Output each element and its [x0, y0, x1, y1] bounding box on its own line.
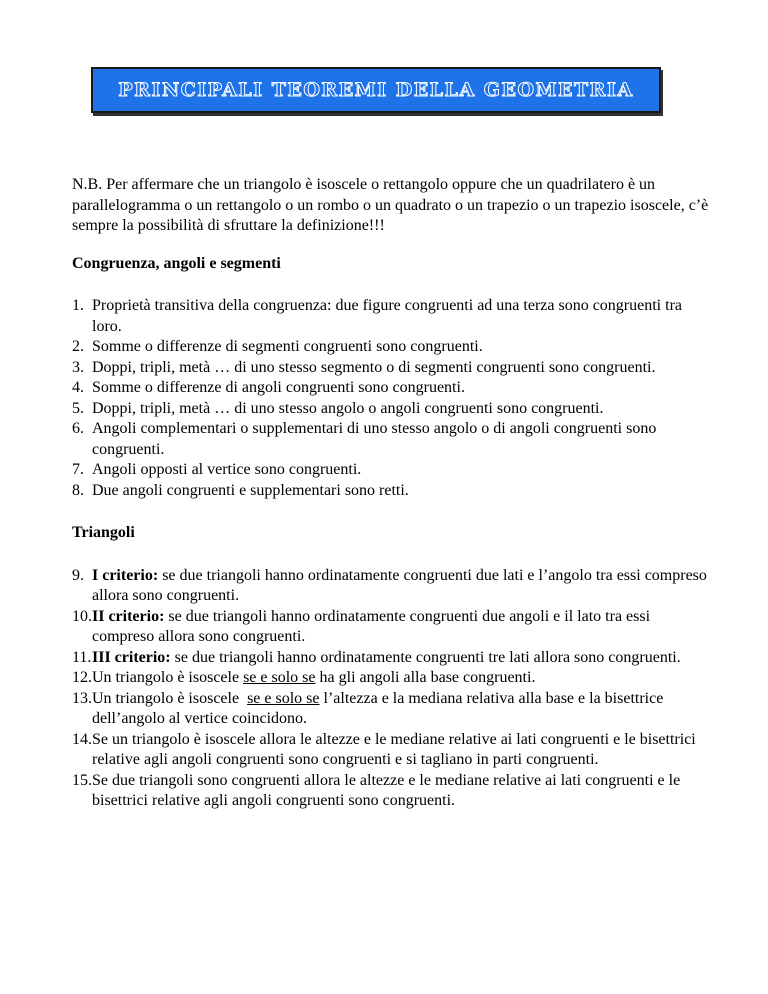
- item-number: 10.: [72, 607, 92, 625]
- item-text: Doppi, tripli, metà … di uno stesso angolo o angoli congruenti sono congruenti.: [92, 399, 604, 417]
- criterion-label: I criterio:: [92, 566, 159, 584]
- list-item: [72, 730, 712, 771]
- section-heading-congruenza: Congruenza, angoli e segmenti: [72, 254, 281, 272]
- item-text: se due triangoli hanno ordinatamente congruenti due angoli e il lato tra essi compreso allora sono congruenti.: [92, 607, 651, 645]
- item-number: 6.: [72, 420, 84, 437]
- item-text-pre: Un triangolo è isoscele: [92, 689, 248, 707]
- item-text: Somme o differenze di segmenti congruenti sono congruenti.: [92, 338, 483, 355]
- item-number: 4.: [72, 379, 84, 396]
- item-number: 11.: [72, 648, 92, 666]
- item-number: 9.: [72, 566, 84, 584]
- item-number: 8.: [72, 481, 84, 499]
- list-item: [72, 566, 712, 607]
- document-body: [72, 175, 712, 834]
- list-item: [72, 648, 712, 669]
- list-item: [72, 771, 712, 812]
- item-text: Angoli complementari o supplementari di uno stesso angolo o di angoli congruenti sono congruenti.: [92, 420, 657, 458]
- list-item: [72, 607, 712, 648]
- item-number: 13.: [72, 689, 92, 707]
- item-number: 15.: [72, 771, 92, 789]
- underlined-phrase: se e solo se: [247, 689, 320, 707]
- item-text-pre: Un triangolo è isoscele: [92, 669, 244, 686]
- list-item: [72, 358, 712, 379]
- item-text: Angoli opposti al vertice sono congruenti.: [92, 461, 362, 478]
- item-text: Se un triangolo è isoscele allora le altezze e le mediane relative ai lati congruenti e le bisettrici relative agli angoli congruenti sono congruenti e si tagliano in parti congruenti.: [92, 730, 696, 768]
- item-number: 5.: [72, 399, 84, 417]
- list-item: [72, 399, 712, 420]
- page-title: PRINCIPALI TEOREMI DELLA GEOMETRIA: [118, 79, 634, 101]
- list-item: [72, 689, 712, 730]
- item-number: 3.: [72, 358, 84, 376]
- list-item: [72, 481, 712, 502]
- item-text: Somme o differenze di angoli congruenti sono congruenti.: [92, 379, 465, 396]
- list-item: [72, 378, 712, 399]
- item-text: Due angoli congruenti e supplementari sono retti.: [92, 481, 409, 499]
- item-text: ha gli angoli alla base congruenti.: [315, 669, 536, 686]
- list-item: [72, 296, 712, 337]
- list-item: [72, 668, 712, 689]
- list-item: [72, 460, 712, 481]
- item-text: se due triangoli hanno ordinatamente congruenti due lati e l’angolo tra essi compreso allora sono congruenti.: [92, 566, 707, 604]
- criterion-label: II criterio:: [92, 607, 165, 625]
- item-text: Doppi, tripli, metà … di uno stesso segmento o di segmenti congruenti sono congruenti.: [92, 358, 656, 376]
- underlined-phrase: se e solo se: [243, 669, 316, 686]
- theorem-list-triangoli: [72, 566, 712, 812]
- item-text: Se due triangoli sono congruenti allora le altezze e le mediane relative ai lati congruenti e le bisettrici relative agli angoli congruenti sono congruenti.: [92, 771, 681, 809]
- note-paragraph: N.B. Per affermare che un triangolo è isoscele o rettangolo oppure che un quadrilatero è un parallelogramma o un rettangolo o un rombo o un quadrato o un trapezio o un trapezio isoscele, c’è sempre la possibilità di sfruttare la definizione!!!: [72, 176, 709, 234]
- item-text: Proprietà transitiva della congruenza: due figure congruenti ad una terza sono congruenti tra loro.: [92, 297, 682, 335]
- section-heading-triangoli: Triangoli: [72, 524, 135, 541]
- title-banner: [91, 67, 661, 113]
- item-number: 7.: [72, 461, 84, 478]
- list-item: [72, 419, 712, 460]
- item-text: l’altezza e la mediana relativa alla base e la bisettrice dell’angolo al vertice coincidono.: [92, 689, 664, 727]
- item-text: se due triangoli hanno ordinatamente congruenti tre lati allora sono congruenti.: [170, 648, 681, 666]
- item-number: 1.: [72, 297, 84, 314]
- criterion-label: III criterio:: [92, 648, 171, 666]
- list-item: [72, 337, 712, 358]
- item-number: 14.: [72, 730, 92, 748]
- item-number: 2.: [72, 338, 84, 355]
- theorem-list-congruenza: [72, 296, 712, 501]
- item-number: 12.: [72, 669, 92, 686]
